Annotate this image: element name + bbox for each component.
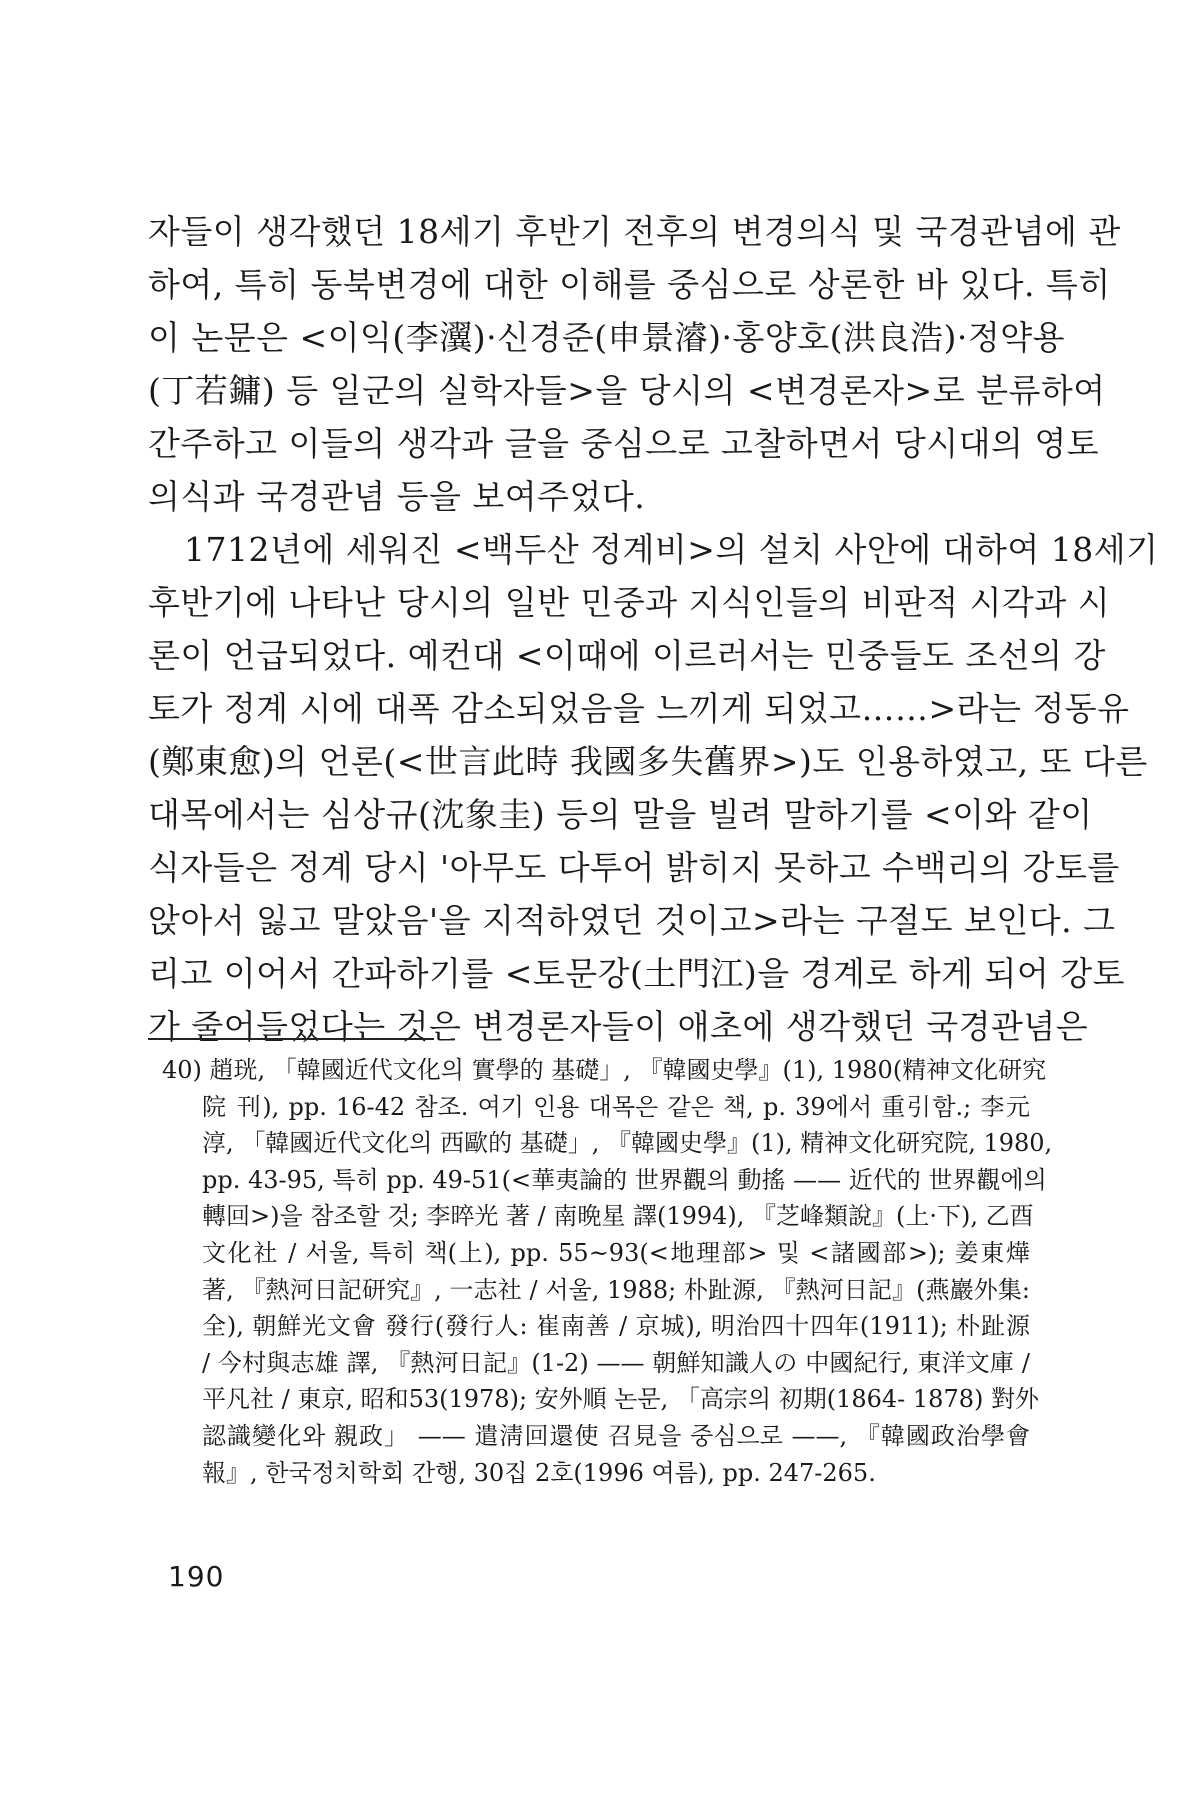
body-line: 론이 언급되었다. 예컨대 <이때에 이르러서는 민중들도 조선의 강 — [148, 636, 1106, 675]
footnote-line: 報』, 한국정치학회 간행, 30집 2호(1996 여름), pp. 247-265. — [202, 1458, 876, 1487]
body-line: 자들이 생각했던 18세기 후반기 전후의 변경의식 및 국경관념에 관 — [148, 212, 1121, 251]
footnote-line: 著, 『熱河日記研究』, 一志社 / 서울, 1988; 朴趾源, 『熱河日記』(燕巖外集: — [202, 1275, 1030, 1304]
page-number: 190 — [168, 1560, 225, 1593]
body-line: 이 논문은 <이익(李瀷)·신경준(申景濬)·홍양호(洪良浩)·정약용 — [148, 318, 1066, 357]
body-line: 리고 이어서 간파하기를 <토문강(土門江)을 경계로 하게 되어 강토 — [148, 954, 1126, 993]
footnote-line: 淳, 「韓國近代文化의 西歐的 基礎」, 『韓國史學』(1), 精神文化研究院, 1980, — [202, 1129, 1053, 1158]
footnote-line: 文化社 / 서울, 특히 책(上), pp. 55~93(<地理部> 및 <諸國部>); 姜東燁 — [202, 1238, 1030, 1267]
body-line: 후반기에 나타난 당시의 일반 민중과 지식인들의 비판적 시각과 시 — [148, 583, 1111, 622]
body-line: 대목에서는 심상규(沈象圭) 등의 말을 빌려 말하기를 <이와 같이 — [148, 795, 1093, 834]
body-line: 앉아서 잃고 말았음'을 지적하였던 것이고>라는 구절도 보인다. 그 — [148, 901, 1116, 940]
footnote-line: 平凡社 / 東京, 昭和53(1978); 安外順 논문, 「高宗의 初期(1864- 1878) 對外 — [202, 1385, 1039, 1414]
footnote-line: pp. 43-95, 특히 pp. 49-51(<華夷論的 世界觀의 動搖 —— 近代的 世界觀에의 — [202, 1165, 1047, 1194]
body-line: 간주하고 이들의 생각과 글을 중심으로 고찰하면서 당시대의 영토 — [148, 424, 1100, 463]
footnote-line: 轉回>)을 참조할 것; 李晬光 著 / 南晩星 譯(1994), 『芝峰類說』(上·下), 乙酉 — [202, 1202, 1034, 1231]
body-line: 식자들은 정계 당시 '아무도 다투어 밝히지 못하고 수백리의 강토를 — [148, 848, 1120, 887]
body-line: (鄭東愈)의 언론(<世言此時 我國多失舊界>)도 인용하였고, 또 다른 — [148, 742, 1148, 781]
body-line: 하여, 특히 동북변경에 대한 이해를 중심으로 상론한 바 있다. 특히 — [148, 265, 1111, 304]
footnote-divider — [148, 1038, 434, 1040]
body-line: 가 줄어들었다는 것은 변경론자들이 애초에 생각했던 국경관념은 — [148, 1007, 1089, 1046]
body-line: 토가 정계 시에 대폭 감소되었음을 느끼게 되었고……>라는 정동유 — [148, 689, 1130, 728]
body-text — [148, 205, 1159, 1053]
body-line: (丁若鏞) 등 일군의 실학자들>을 당시의 <변경론자>로 분류하여 — [148, 371, 1106, 410]
footnote — [162, 1052, 1053, 1491]
body-line: 1712년에 세워진 <백두산 정계비>의 설치 사안에 대하여 18세기 — [184, 530, 1159, 569]
footnote-line: 全), 朝鮮光文會 發行(發行人: 崔南善 / 京城), 明治四十四年(1911); 朴趾源 — [202, 1312, 1030, 1341]
body-line: 의식과 국경관념 등을 보여주었다. — [148, 477, 646, 516]
footnote-line: 認識變化와 親政」 —— 遣淸回還使 召見을 중심으로 ——, 『韓國政治學會 — [202, 1421, 1030, 1450]
footnote-line: / 今村與志雄 譯, 『熱河日記』(1-2) —— 朝鮮知識人の 中國紀行, 東洋文庫 / — [202, 1348, 1030, 1377]
footnote-line: 40) 趙珖, 「韓國近代文化의 實學的 基礎」, 『韓國史學』(1), 1980(精神文化研究 — [162, 1056, 1047, 1084]
footnote-line: 院 刊), pp. 16-42 참조. 여기 인용 대목은 같은 책, p. 39에서 重引함.; 李元 — [202, 1092, 1030, 1121]
